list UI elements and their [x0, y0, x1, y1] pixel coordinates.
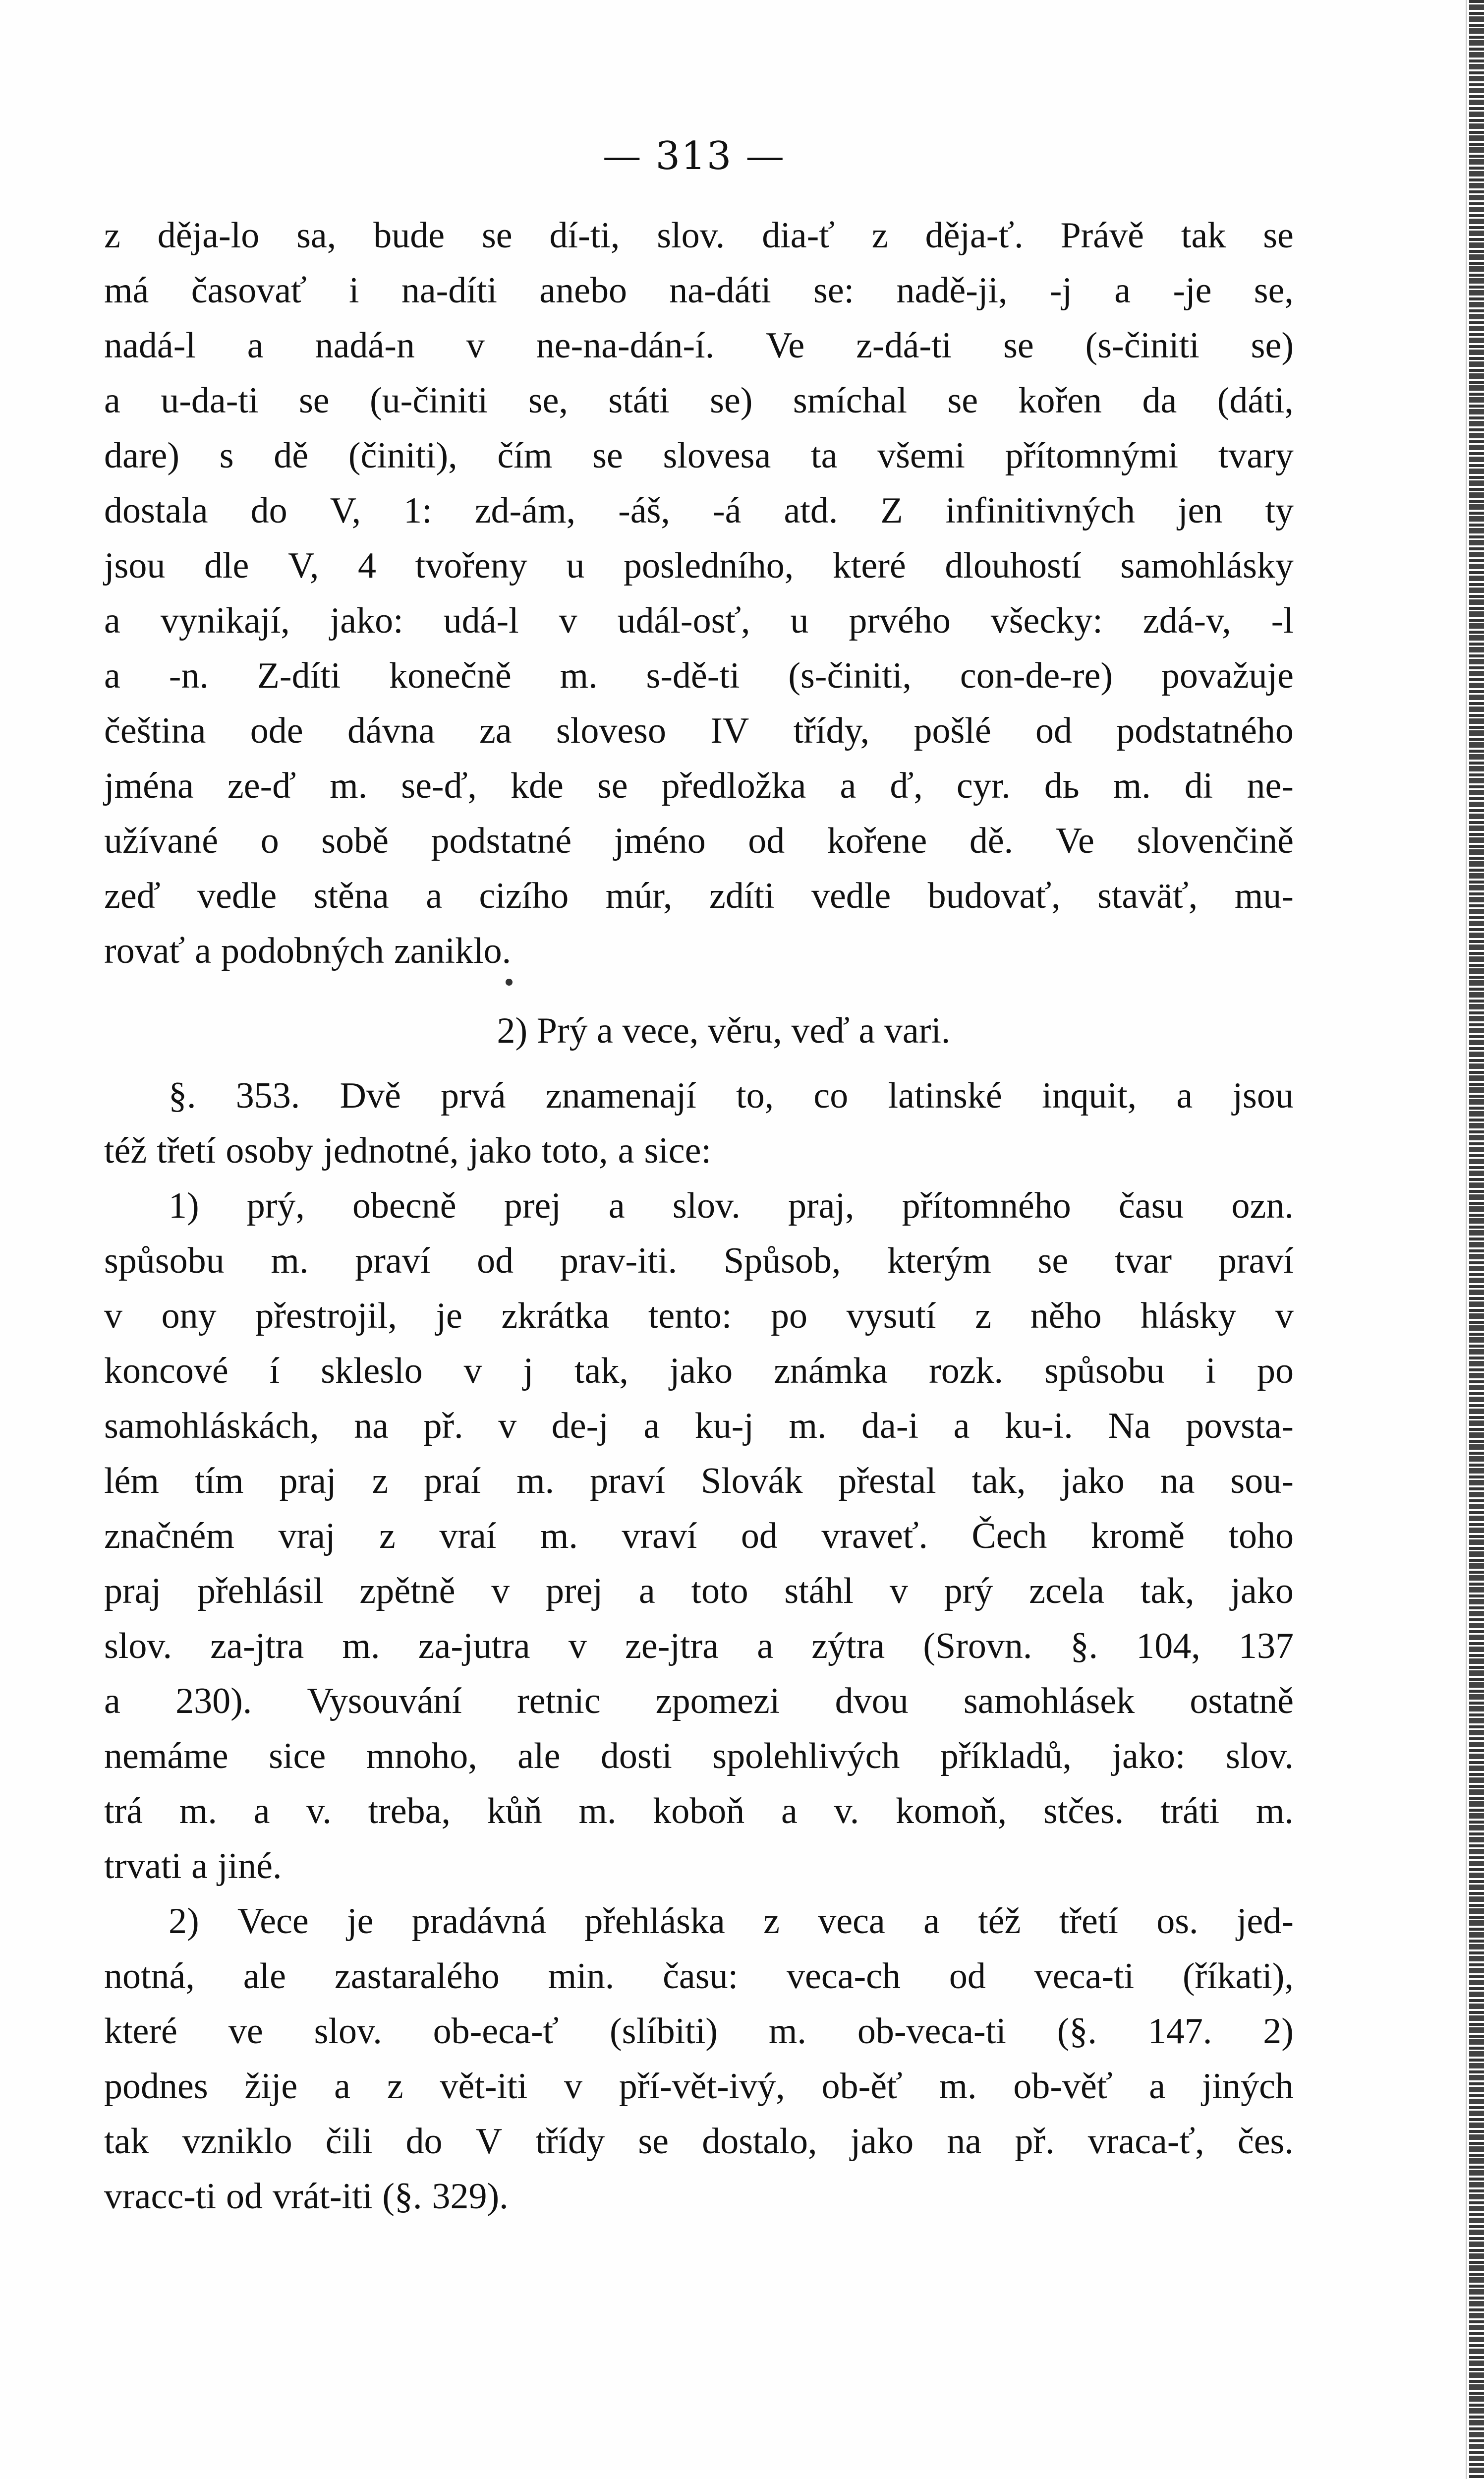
text-line: a u-da-ti se (u-činiti se, státi se) smíchal se kořen da (dáti,	[104, 380, 1294, 421]
text-line: a 230). Vysouvání retnic zpomezi dvou samohlásek ostatně	[104, 1681, 1294, 1721]
text-line: podnes žije a z vět-iti v pří-vět-ivý, ob-ěť m. ob-věť a jiných	[104, 2066, 1294, 2107]
body-text	[104, 208, 1294, 2224]
text-line: tak vzniklo čili do V třídy se dostalo, jako na př. vraca-ť, čes.	[104, 2121, 1294, 2162]
text-line: značném vraj z vraí m. vraví od vraveť. Čech kromě toho	[104, 1516, 1294, 1556]
paragraph-4	[104, 1894, 1294, 2224]
text-line: a -n. Z-díti konečně m. s-dě-ti (s-činiti, con-de-re) považuje	[104, 655, 1294, 696]
text-line: rovať a podobných zaniklo.	[104, 931, 512, 971]
text-line: notná, ale zastaralého min. času: veca-ch od veca-ti (říkati),	[104, 1956, 1294, 1997]
text-line: praj přehlásil zpětně v prej a toto stáhl v prý zcela tak, jako	[104, 1571, 1294, 1611]
text-line: vracc-ti od vrát-iti (§. 329).	[104, 2176, 509, 2217]
text-line: trvati a jiné.	[104, 1846, 282, 1887]
page-edge-scan-border	[1469, 0, 1484, 2479]
text-line: které ve slov. ob-eca-ť (slíbiti) m. ob-veca-ti (§. 147. 2)	[104, 2011, 1294, 2052]
text-line: spůsobu m. praví od prav-iti. Spůsob, kterým se tvar praví	[104, 1240, 1294, 1281]
page-number: — 313 —	[602, 134, 786, 178]
text-line: dostala do V, 1: zd-ám, -áš, -á atd. Z infinitivných jen ty	[104, 490, 1294, 531]
text-line: z děja-lo sa, bude se dí-ti, slov. dia-ť z děja-ť. Právě tak se	[104, 215, 1294, 256]
text-line: má časovať i na-díti anebo na-dáti se: nadě-ji, -j a -je se,	[104, 270, 1294, 311]
text-line: dare) s dě (činiti), čím se slovesa ta všemi přítomnými tvary	[104, 435, 1294, 476]
text-line: nemáme sice mnoho, ale dosti spolehlivých příkladů, jako: slov.	[104, 1736, 1294, 1776]
text-line: zeď vedle stěna a cizího múr, zdíti vedle budovať, staväť, mu-	[104, 876, 1294, 916]
paragraph-2	[104, 1068, 1294, 1179]
text-line: 2) Vece je pradávná přehláska z veca a též třetí os. jed-	[169, 1901, 1294, 1942]
text-line: nadá-l a nadá-n v ne-na-dán-í. Ve z-dá-ti se (s-činiti se)	[104, 325, 1294, 366]
text-line: samohláskách, na př. v de-j a ku-j m. da-i a ku-i. Na povsta-	[104, 1406, 1294, 1446]
text-line: v ony přestrojil, je zkrátka tento: po vysutí z něho hlásky v	[104, 1296, 1294, 1336]
text-line: slov. za-jtra m. za-jutra v ze-jtra a zýtra (Srovn. §. 104, 137	[104, 1626, 1294, 1666]
text-line: užívané o sobě podstatné jméno od kořene dě. Ve slovenčině	[104, 821, 1294, 861]
text-line: 1) prý, obecně prej a slov. praj, přítomného času ozn.	[169, 1185, 1294, 1226]
text-line: koncové í skleslo v j tak, jako známka rozk. spůsobu i po	[104, 1351, 1294, 1391]
text-line: jsou dle V, 4 tvořeny u posledního, které dlouhostí samohlásky	[104, 545, 1294, 586]
text-line: čeština ode dávna za sloveso IV třídy, pošlé od podstatného	[104, 710, 1294, 751]
text-line: též třetí osoby jednotné, jako toto, a sice:	[104, 1130, 712, 1171]
stray-dot	[104, 979, 1294, 994]
text-line: a vynikají, jako: udá-l v udál-osť, u prvého všecky: zdá-v, -l	[104, 600, 1294, 641]
section-heading: 2) Prý a vece, věru, veď a vari.	[497, 1010, 951, 1051]
paragraph-1	[104, 208, 1294, 979]
text-line: jména ze-ď m. se-ď, kde se předložka a ď, cyr. dь m. di ne-	[104, 766, 1294, 806]
page-edge-line	[1466, 0, 1467, 2479]
paragraph-3	[104, 1179, 1294, 1894]
text-line: §. 353. Dvě prvá znamenají to, co latinské inquit, a jsou	[169, 1075, 1294, 1116]
text-line: trá m. a v. treba, kůň m. koboň a v. komoň, stčes. tráti m.	[104, 1791, 1294, 1831]
text-line: lém tím praj z praí m. praví Slovák přestal tak, jako na sou-	[104, 1461, 1294, 1501]
